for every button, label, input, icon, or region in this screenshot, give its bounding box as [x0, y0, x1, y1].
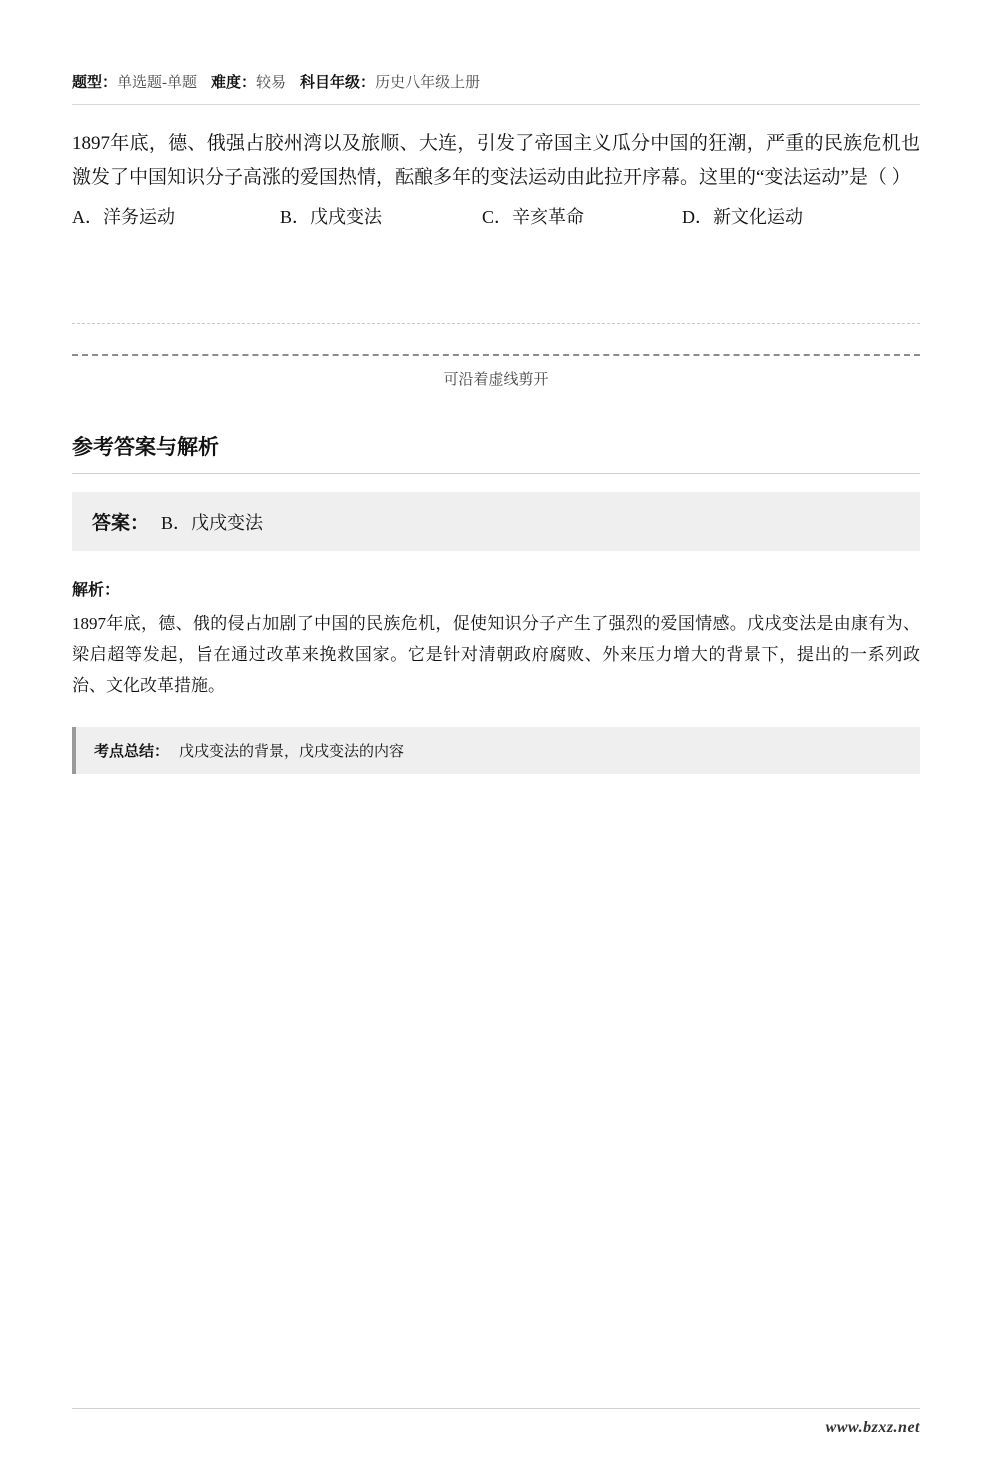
answer-box	[72, 492, 920, 551]
meta-subject-label: 科目年级：	[300, 75, 376, 91]
answer-label: 答案：	[92, 513, 150, 534]
meta-difficulty-value: 较易	[256, 75, 287, 91]
question-block	[72, 127, 920, 233]
cut-instruction-text: 可沿着虚线剪开	[443, 372, 549, 388]
footer-site-url: www.bzxz.net	[825, 1419, 920, 1436]
meta-type-label: 题型：	[72, 75, 118, 91]
summary-value: 戊戌变法的背景，戊戌变法的内容	[179, 744, 405, 760]
cut-area	[72, 323, 920, 389]
summary-label: 考点总结：	[94, 744, 170, 760]
summary-box	[72, 727, 920, 774]
option-b[interactable]: B．戊戌变法	[280, 207, 383, 227]
option-a[interactable]: A．洋务运动	[72, 207, 175, 227]
cut-line-dark	[72, 354, 920, 356]
meta-type-value: 单选题-单题	[117, 75, 198, 91]
question-stem: 1897年底，德、俄强占胶州湾以及旅顺、大连，引发了帝国主义瓜分中国的狂潮，严重的民族危机也激发了中国知识分子高涨的爱国热情，酝酿多年的变法运动由此拉开序幕。这里的“变法运动”是（ ）	[72, 133, 920, 188]
page-footer	[72, 1408, 920, 1437]
question-meta-row	[72, 72, 920, 105]
analysis-label: 解析：	[72, 582, 121, 599]
analysis-text: 1897年底，德、俄的侵占加剧了中国的民族危机，促使知识分子产生了强烈的爱国情感。戊戌变法是由康有为、梁启超等发起，旨在通过改革来挽救国家。它是针对清朝政府腐败、外来压力增大的背景下，提出的一系列政治、文化改革措施。	[72, 614, 920, 695]
answer-value: B．戊戌变法	[161, 513, 264, 533]
cut-line-light	[72, 323, 920, 324]
option-c[interactable]: C．辛亥革命	[482, 207, 585, 227]
question-options	[72, 201, 920, 233]
document-page	[0, 72, 992, 1475]
answer-section-heading: 参考答案与解析	[72, 431, 920, 474]
meta-subject-value: 历史八年级上册	[375, 75, 481, 91]
meta-difficulty-label: 难度：	[211, 75, 257, 91]
option-d[interactable]: D．新文化运动	[682, 207, 803, 227]
